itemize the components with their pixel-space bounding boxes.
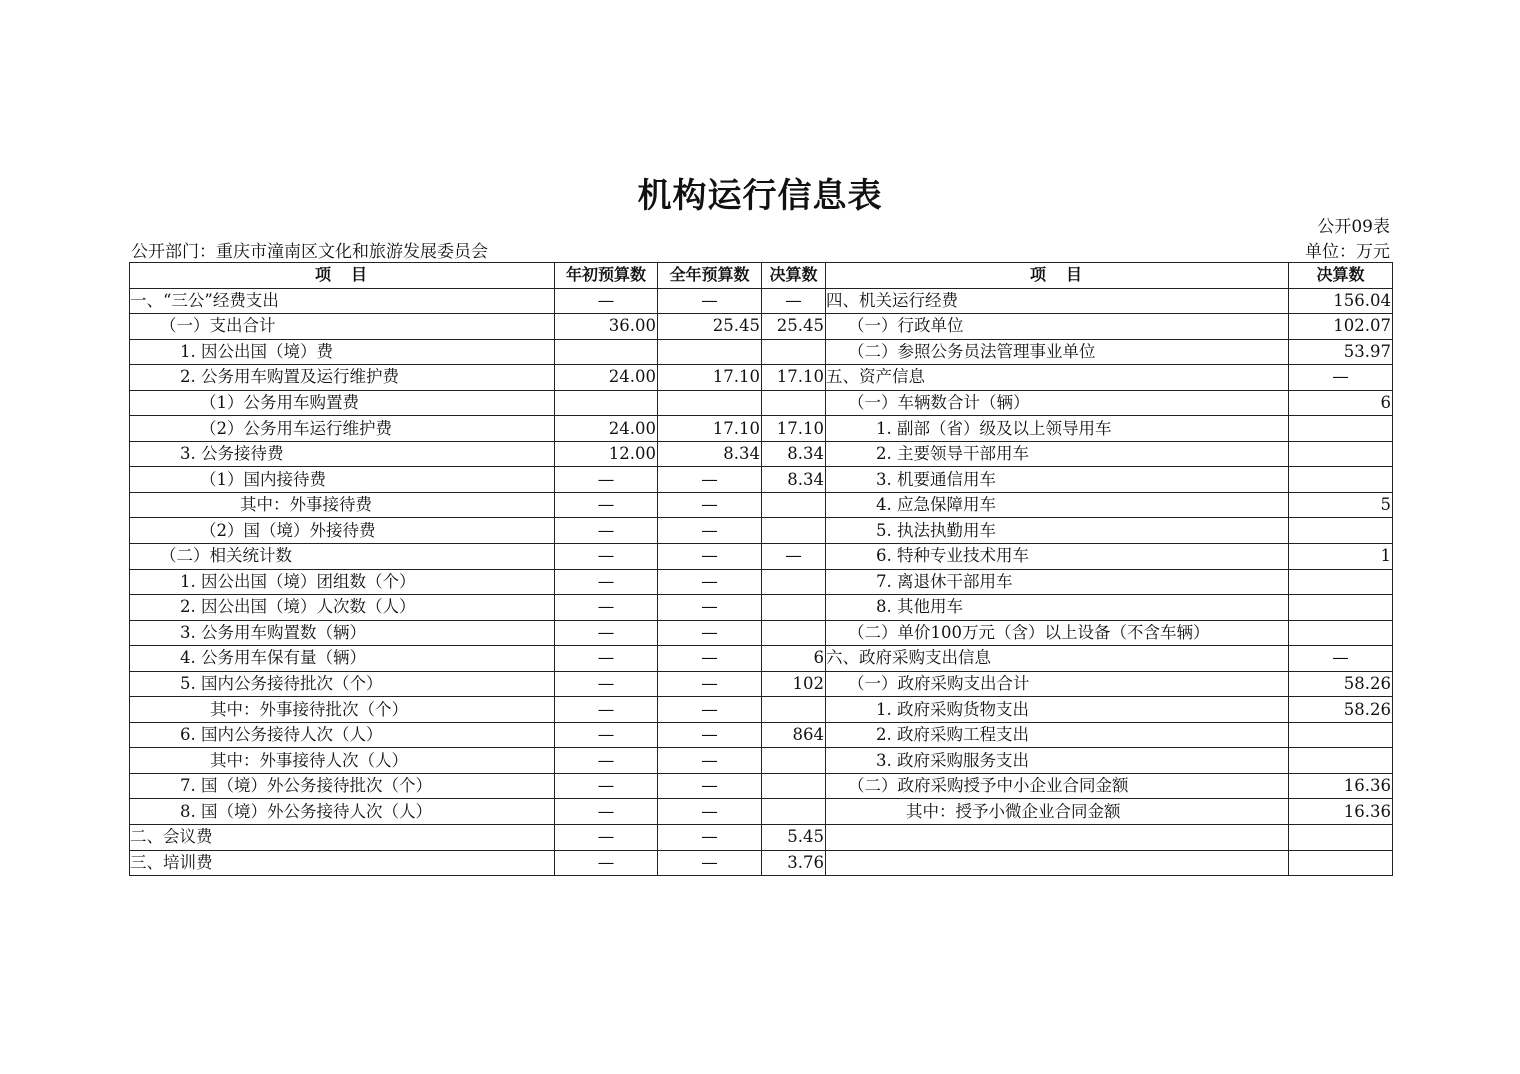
- row-left-label: 6. 国内公务接待人次（人）: [130, 722, 555, 748]
- row-left-label: 7. 国（境）外公务接待批次（个）: [130, 773, 555, 799]
- unit-label: 单位：万元: [1305, 242, 1390, 262]
- row-initial-budget: —: [555, 671, 658, 697]
- header-initial-budget: 年初预算数: [555, 263, 658, 289]
- row-right-value: —: [1289, 646, 1393, 672]
- header-right-item: 项 目: [826, 263, 1289, 289]
- row-annual-budget: —: [658, 595, 762, 621]
- row-left-label: 其中：外事接待人次（人）: [130, 748, 555, 774]
- row-right-value: —: [1289, 365, 1393, 391]
- row-right-label: 四、机关运行经费: [826, 288, 1289, 314]
- row-right-label: 六、政府采购支出信息: [826, 646, 1289, 672]
- row-final-account: 5.45: [762, 825, 826, 851]
- row-left-label: （二）相关统计数: [130, 544, 555, 570]
- row-initial-budget: —: [555, 595, 658, 621]
- row-right-label: （一）行政单位: [826, 314, 1289, 340]
- row-initial-budget: 24.00: [555, 365, 658, 391]
- table-row: [130, 722, 1393, 748]
- table-row: [130, 467, 1393, 493]
- row-final-account: [762, 518, 826, 544]
- row-annual-budget: —: [658, 722, 762, 748]
- header-annual-budget: 全年预算数: [658, 263, 762, 289]
- row-right-label: 3. 政府采购服务支出: [826, 748, 1289, 774]
- row-final-account: 17.10: [762, 416, 826, 442]
- table-row: [130, 441, 1393, 467]
- row-annual-budget: —: [658, 518, 762, 544]
- row-final-account: 8.34: [762, 441, 826, 467]
- table-row: [130, 799, 1393, 825]
- row-annual-budget: —: [658, 825, 762, 851]
- info-table: [129, 262, 1393, 876]
- row-right-label: 2. 政府采购工程支出: [826, 722, 1289, 748]
- row-left-label: 3. 公务用车购置数（辆）: [130, 620, 555, 646]
- row-right-label: 1. 副部（省）级及以上领导用车: [826, 416, 1289, 442]
- row-left-label: （2）国（境）外接待费: [130, 518, 555, 544]
- row-right-value: 156.04: [1289, 288, 1393, 314]
- page-title: 机构运行信息表: [637, 176, 883, 216]
- row-right-label: 6. 特种专业技术用车: [826, 544, 1289, 570]
- row-initial-budget: —: [555, 620, 658, 646]
- row-final-account: [762, 799, 826, 825]
- row-left-label: （1）公务用车购置费: [130, 390, 555, 416]
- row-annual-budget: —: [658, 467, 762, 493]
- row-right-value: 58.26: [1289, 697, 1393, 723]
- table-row: [130, 671, 1393, 697]
- row-initial-budget: 12.00: [555, 441, 658, 467]
- row-right-value: 16.36: [1289, 773, 1393, 799]
- row-right-value: [1289, 850, 1393, 876]
- row-final-account: [762, 748, 826, 774]
- row-right-label: 8. 其他用车: [826, 595, 1289, 621]
- table-row: [130, 288, 1393, 314]
- row-initial-budget: —: [555, 825, 658, 851]
- row-right-value: 6: [1289, 390, 1393, 416]
- row-initial-budget: [555, 339, 658, 365]
- row-final-account: 25.45: [762, 314, 826, 340]
- row-annual-budget: —: [658, 799, 762, 825]
- row-right-value: [1289, 825, 1393, 851]
- row-annual-budget: [658, 390, 762, 416]
- row-initial-budget: —: [555, 288, 658, 314]
- header-right-final-account: 决算数: [1289, 263, 1393, 289]
- row-right-value: [1289, 595, 1393, 621]
- row-final-account: [762, 569, 826, 595]
- row-right-label: 5. 执法执勤用车: [826, 518, 1289, 544]
- row-left-label: 2. 公务用车购置及运行维护费: [130, 365, 555, 391]
- row-left-label: （2）公务用车运行维护费: [130, 416, 555, 442]
- row-right-label: 其中：授予小微企业合同金额: [826, 799, 1289, 825]
- row-right-value: 58.26: [1289, 671, 1393, 697]
- row-final-account: 6: [762, 646, 826, 672]
- row-initial-budget: —: [555, 799, 658, 825]
- row-final-account: [762, 773, 826, 799]
- row-right-value: 102.07: [1289, 314, 1393, 340]
- table-row: [130, 697, 1393, 723]
- row-right-value: [1289, 569, 1393, 595]
- table-header-row: [130, 263, 1393, 289]
- row-right-label: 3. 机要通信用车: [826, 467, 1289, 493]
- row-right-value: [1289, 467, 1393, 493]
- row-initial-budget: 36.00: [555, 314, 658, 340]
- row-left-label: 1. 因公出国（境）团组数（个）: [130, 569, 555, 595]
- row-final-account: 17.10: [762, 365, 826, 391]
- table-row: [130, 544, 1393, 570]
- table-row: [130, 773, 1393, 799]
- row-annual-budget: —: [658, 850, 762, 876]
- row-right-value: [1289, 748, 1393, 774]
- row-right-value: [1289, 620, 1393, 646]
- row-right-label: 7. 离退休干部用车: [826, 569, 1289, 595]
- department-label: 公开部门：重庆市潼南区文化和旅游发展委员会: [131, 242, 488, 262]
- row-initial-budget: [555, 390, 658, 416]
- row-initial-budget: —: [555, 518, 658, 544]
- row-left-label: 其中：外事接待费: [130, 492, 555, 518]
- row-annual-budget: —: [658, 748, 762, 774]
- row-right-label: 五、资产信息: [826, 365, 1289, 391]
- table-row: [130, 518, 1393, 544]
- table-row: [130, 416, 1393, 442]
- row-initial-budget: —: [555, 646, 658, 672]
- row-final-account: [762, 390, 826, 416]
- table-row: [130, 569, 1393, 595]
- row-left-label: 3. 公务接待费: [130, 441, 555, 467]
- row-annual-budget: [658, 339, 762, 365]
- table-row: [130, 850, 1393, 876]
- table-row: [130, 339, 1393, 365]
- table-row: [130, 825, 1393, 851]
- row-right-label: （一）政府采购支出合计: [826, 671, 1289, 697]
- row-left-label: 一、“三公”经费支出: [130, 288, 555, 314]
- row-annual-budget: —: [658, 492, 762, 518]
- row-left-label: （一）支出合计: [130, 314, 555, 340]
- row-final-account: [762, 339, 826, 365]
- table-row: [130, 595, 1393, 621]
- row-right-label: 4. 应急保障用车: [826, 492, 1289, 518]
- row-right-value: 16.36: [1289, 799, 1393, 825]
- row-final-account: [762, 620, 826, 646]
- row-annual-budget: 25.45: [658, 314, 762, 340]
- row-right-value: 1: [1289, 544, 1393, 570]
- row-initial-budget: 24.00: [555, 416, 658, 442]
- row-annual-budget: 17.10: [658, 416, 762, 442]
- header-left-item: 项 目: [130, 263, 555, 289]
- row-annual-budget: —: [658, 671, 762, 697]
- row-final-account: —: [762, 544, 826, 570]
- row-initial-budget: —: [555, 544, 658, 570]
- row-annual-budget: —: [658, 773, 762, 799]
- row-right-label: [826, 825, 1289, 851]
- row-final-account: [762, 492, 826, 518]
- row-initial-budget: —: [555, 697, 658, 723]
- row-final-account: [762, 697, 826, 723]
- row-right-label: （二）单价100万元（含）以上设备（不含车辆）: [826, 620, 1289, 646]
- row-right-label: （一）车辆数合计（辆）: [826, 390, 1289, 416]
- table-number: 公开09表: [1317, 217, 1390, 237]
- row-annual-budget: 17.10: [658, 365, 762, 391]
- row-annual-budget: —: [658, 288, 762, 314]
- row-left-label: 8. 国（境）外公务接待人次（人）: [130, 799, 555, 825]
- row-annual-budget: —: [658, 646, 762, 672]
- table-row: [130, 365, 1393, 391]
- row-right-value: [1289, 518, 1393, 544]
- row-annual-budget: —: [658, 569, 762, 595]
- row-initial-budget: —: [555, 748, 658, 774]
- table-row: [130, 492, 1393, 518]
- row-right-label: （二）参照公务员法管理事业单位: [826, 339, 1289, 365]
- row-left-label: 二、会议费: [130, 825, 555, 851]
- row-annual-budget: —: [658, 544, 762, 570]
- table-row: [130, 620, 1393, 646]
- row-left-label: 2. 因公出国（境）人次数（人）: [130, 595, 555, 621]
- row-annual-budget: —: [658, 620, 762, 646]
- row-initial-budget: —: [555, 850, 658, 876]
- row-right-value: [1289, 722, 1393, 748]
- header-final-account: 决算数: [762, 263, 826, 289]
- row-final-account: [762, 595, 826, 621]
- row-final-account: 8.34: [762, 467, 826, 493]
- table-row: [130, 748, 1393, 774]
- row-final-account: 3.76: [762, 850, 826, 876]
- row-final-account: 102: [762, 671, 826, 697]
- row-final-account: 864: [762, 722, 826, 748]
- row-right-label: （二）政府采购授予中小企业合同金额: [826, 773, 1289, 799]
- row-final-account: —: [762, 288, 826, 314]
- table-row: [130, 646, 1393, 672]
- row-left-label: 三、培训费: [130, 850, 555, 876]
- row-initial-budget: —: [555, 467, 658, 493]
- table-row: [130, 390, 1393, 416]
- row-right-value: [1289, 416, 1393, 442]
- row-left-label: 5. 国内公务接待批次（个）: [130, 671, 555, 697]
- row-left-label: （1）国内接待费: [130, 467, 555, 493]
- row-right-value: [1289, 441, 1393, 467]
- row-right-value: 5: [1289, 492, 1393, 518]
- row-initial-budget: —: [555, 569, 658, 595]
- row-left-label: 其中：外事接待批次（个）: [130, 697, 555, 723]
- row-right-label: [826, 850, 1289, 876]
- table-row: [130, 314, 1393, 340]
- row-annual-budget: 8.34: [658, 441, 762, 467]
- row-initial-budget: —: [555, 773, 658, 799]
- row-right-label: 2. 主要领导干部用车: [826, 441, 1289, 467]
- row-left-label: 1. 因公出国（境）费: [130, 339, 555, 365]
- row-right-value: 53.97: [1289, 339, 1393, 365]
- row-left-label: 4. 公务用车保有量（辆）: [130, 646, 555, 672]
- row-right-label: 1. 政府采购货物支出: [826, 697, 1289, 723]
- row-initial-budget: —: [555, 492, 658, 518]
- row-initial-budget: —: [555, 722, 658, 748]
- row-annual-budget: —: [658, 697, 762, 723]
